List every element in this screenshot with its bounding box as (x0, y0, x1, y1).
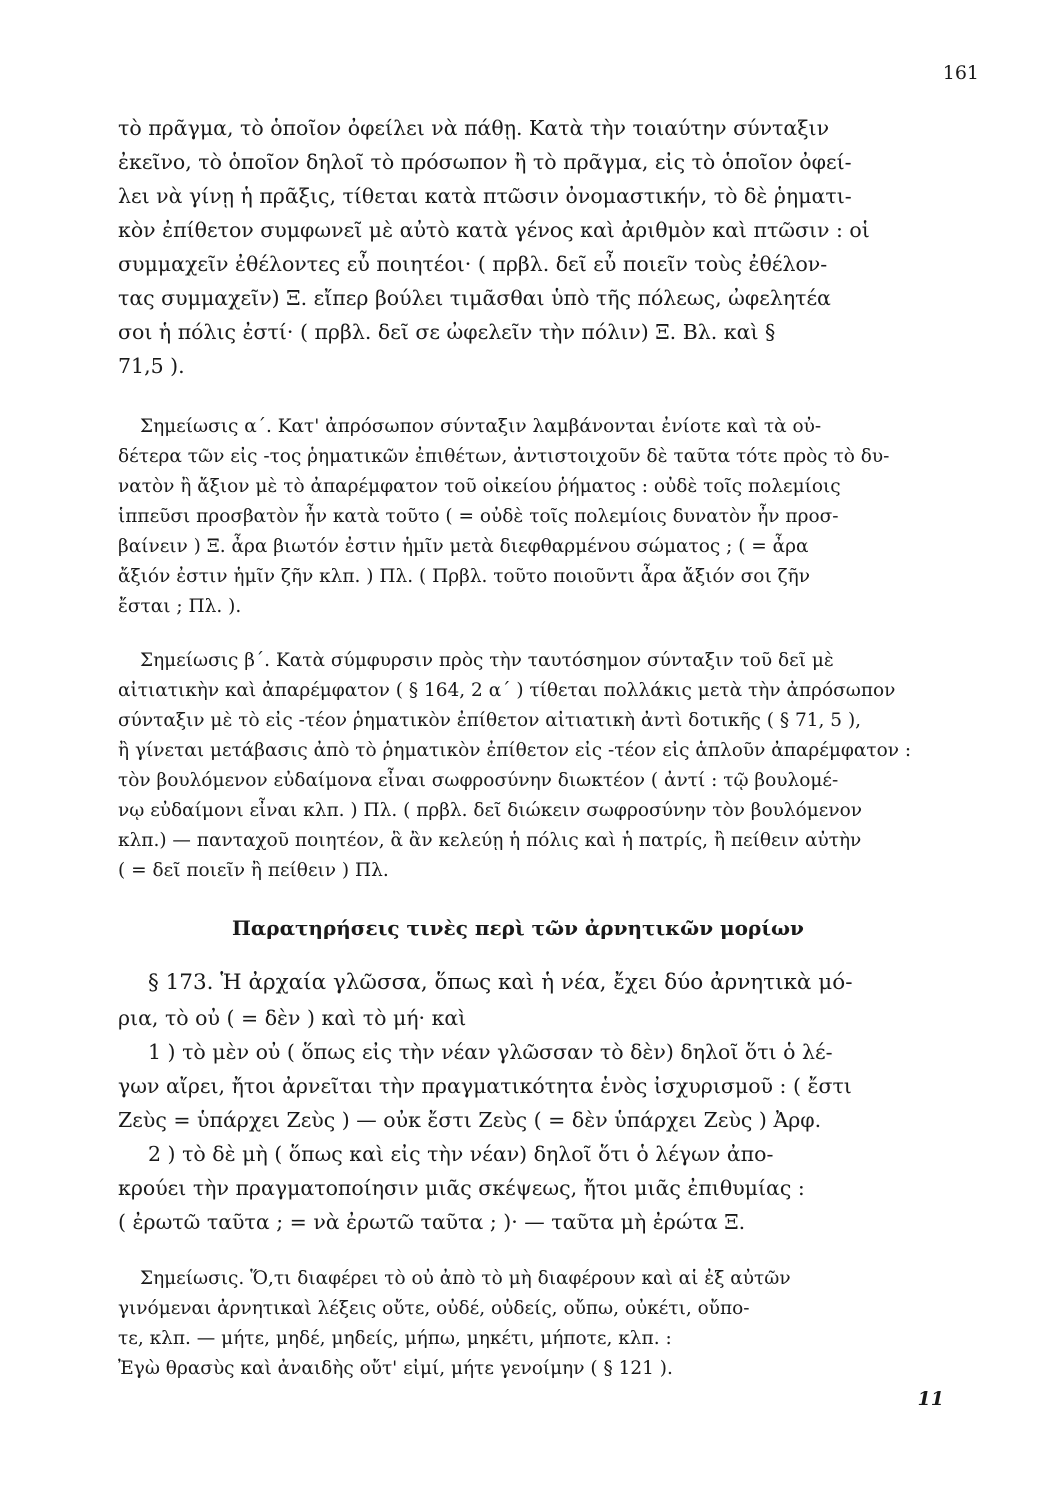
folio: 11 (917, 1388, 944, 1410)
text-line: Σημείωσις α΄. Κατ' ἀπρόσωπον σύνταξιν λαμβάνονται ἐνίοτε καὶ τὰ οὐ- (140, 416, 822, 437)
text-line: ( ἐρωτῶ ταῦτα ; = νὰ ἐρωτῶ ταῦτα ; )· — ταῦτα μὴ ἐρώτα Ξ. (118, 1210, 746, 1234)
text-line: γινόμεναι ἀρνητικαὶ λέξεις οὔτε, οὐδέ, οὐδείς, οὔπω, οὐκέτι, οὔπο- (118, 1298, 750, 1319)
text-line: τε, κλπ. — μήτε, μηδέ, μηδείς, μήπω, μηκέτι, μήποτε, κλπ. : (118, 1328, 672, 1349)
text-line: ρια, τὸ οὐ ( = δὲν ) καὶ τὸ μή· καὶ (118, 1006, 467, 1030)
text-line: δέτερα τῶν εἰς -τος ῥηματικῶν ἐπιθέτων, ἀντιστοιχοῦν δὲ ταῦτα τότε πρὸς τὸ δυ- (118, 446, 890, 467)
text-line: 2 ) τὸ δὲ μὴ ( ὅπως καὶ εἰς τὴν νέαν) δηλοῖ ὅτι ὁ λέγων ἀπο- (148, 1142, 774, 1166)
text-line: Ζεὺς = ὑπάρχει Ζεὺς ) — οὐκ ἔστι Ζεὺς ( = δὲν ὑπάρχει Ζεὺς ) Ἀρφ. (118, 1108, 822, 1132)
text-line: σύνταξιν μὲ τὸ εἰς -τέον ῥηματικὸν ἐπίθετον αἰτιατικὴ ἀντὶ δοτικῆς ( § 71, 5 ), (118, 710, 862, 731)
text-line: 1 ) τὸ μὲν οὐ ( ὅπως εἰς τὴν νέαν γλῶσσαν τὸ δὲν) δηλοῖ ὅτι ὁ λέ- (148, 1040, 833, 1064)
text-line: σοι ἡ πόλις ἐστί· ( πρβλ. δεῖ σε ὠφελεῖν τὴν πόλιν) Ξ. Βλ. καὶ § (118, 320, 776, 344)
text-line: νῳ εὐδαίμονι εἶναι κλπ. ) Πλ. ( πρβλ. δεῖ διώκειν σωφροσύνην τὸν βουλόμενον (118, 800, 862, 821)
text-line: βαίνειν ) Ξ. ἆρα βιωτόν ἐστιν ἡμῖν μετὰ διεφθαρμένου σώματος ; ( = ἆρα (118, 536, 809, 557)
text-line: ( = δεῖ ποιεῖν ἢ πείθειν ) Πλ. (118, 860, 389, 881)
text-line: ἢ γίνεται μετάβασις ἀπὸ τὸ ῥηματικὸν ἐπίθετον εἰς -τέον εἰς ἁπλοῦν ἀπαρέμφατον : (118, 740, 912, 761)
text-line: Ἐγὼ θρασὺς καὶ ἀναιδὴς οὔτ' εἰμί, μήτε γενοίμην ( § 121 ). (118, 1358, 673, 1379)
text-line: ἱππεῦσι προσβατὸν ἦν κατὰ τοῦτο ( = οὐδὲ τοῖς πολεμίοις δυνατὸν ἦν προσ- (118, 506, 839, 527)
page-number: 161 (942, 62, 979, 84)
text-line: γων αἴρει, ἤτοι ἀρνεῖται τὴν πραγματικότητα ἑνὸς ἰσχυρισμοῦ : ( ἔστι (118, 1074, 852, 1098)
text-line: ἔσται ; Πλ. ). (118, 596, 242, 617)
text-line: Σημείωσις β΄. Κατὰ σύμφυρσιν πρὸς τὴν ταυτόσημον σύνταξιν τοῦ δεῖ μὲ (140, 650, 834, 671)
text-line: § 173. Ἡ ἀρχαία γλῶσσα, ὅπως καὶ ἡ νέα, ἔχει δύο ἀρνητικὰ μό- (148, 970, 853, 995)
text-line: τας συμμαχεῖν) Ξ. εἴπερ βούλει τιμᾶσθαι ὑπὸ τῆς πόλεως, ὠφελητέα (118, 286, 831, 310)
text-line: λει νὰ γίνῃ ἡ πρᾶξις, τίθεται κατὰ πτῶσιν ὀνομαστικήν, τὸ δὲ ῥηματι- (118, 184, 852, 208)
text-line: τὸ πρᾶγμα, τὸ ὁποῖον ὀφείλει νὰ πάθῃ. Κατὰ τὴν τοιαύτην σύνταξιν (118, 116, 830, 140)
text-line: Παρατηρήσεις τινὲς περὶ τῶν ἀρνητικῶν μορίων (232, 916, 804, 940)
text-line: ἐκεῖνο, τὸ ὁποῖον δηλοῖ τὸ πρόσωπον ἢ τὸ πρᾶγμα, εἰς τὸ ὁποῖον ὀφεί- (118, 150, 852, 174)
text-line: Σημείωσις. Ὅ,τι διαφέρει τὸ οὐ ἀπὸ τὸ μὴ διαφέρουν καὶ αἱ ἐξ αὐτῶν (140, 1268, 791, 1289)
text-line: ἄξιόν ἐστιν ἡμῖν ζῆν κλπ. ) Πλ. ( Πρβλ. τοῦτο ποιοῦντι ἆρα ἄξιόν σοι ζῆν (118, 566, 810, 587)
text-line: συμμαχεῖν ἐθέλοντες εὖ ποιητέοι· ( πρβλ. δεῖ εὖ ποιεῖν τοὺς ἐθέλον- (118, 252, 828, 276)
text-line: τὸν βουλόμενον εὐδαίμονα εἶναι σωφροσύνην διωκτέον ( ἀντί : τῷ βουλομέ- (118, 770, 839, 791)
text-line: 71,5 ). (118, 354, 185, 378)
text-line: κρούει τὴν πραγματοποίησιν μιᾶς σκέψεως, ἤτοι μιᾶς ἐπιθυμίας : (118, 1176, 805, 1200)
text-line: αἰτιατικὴν καὶ ἀπαρέμφατον ( § 164, 2 α΄ ) τίθεται πολλάκις μετὰ τὴν ἀπρόσωπον (118, 680, 896, 701)
text-line: νατὸν ἢ ἄξιον μὲ τὸ ἀπαρέμφατον τοῦ οἰκείου ῥήματος : οὐδὲ τοῖς πολεμίοις (118, 476, 841, 497)
text-line: κλπ.) — πανταχοῦ ποιητέον, ἃ ἂν κελεύῃ ἡ πόλις καὶ ἡ πατρίς, ἢ πείθειν αὐτὴν (118, 830, 862, 851)
text-line: κὸν ἐπίθετον συμφωνεῖ μὲ αὐτὸ κατὰ γένος καὶ ἀριθμὸν καὶ πτῶσιν : οἱ (118, 218, 870, 242)
